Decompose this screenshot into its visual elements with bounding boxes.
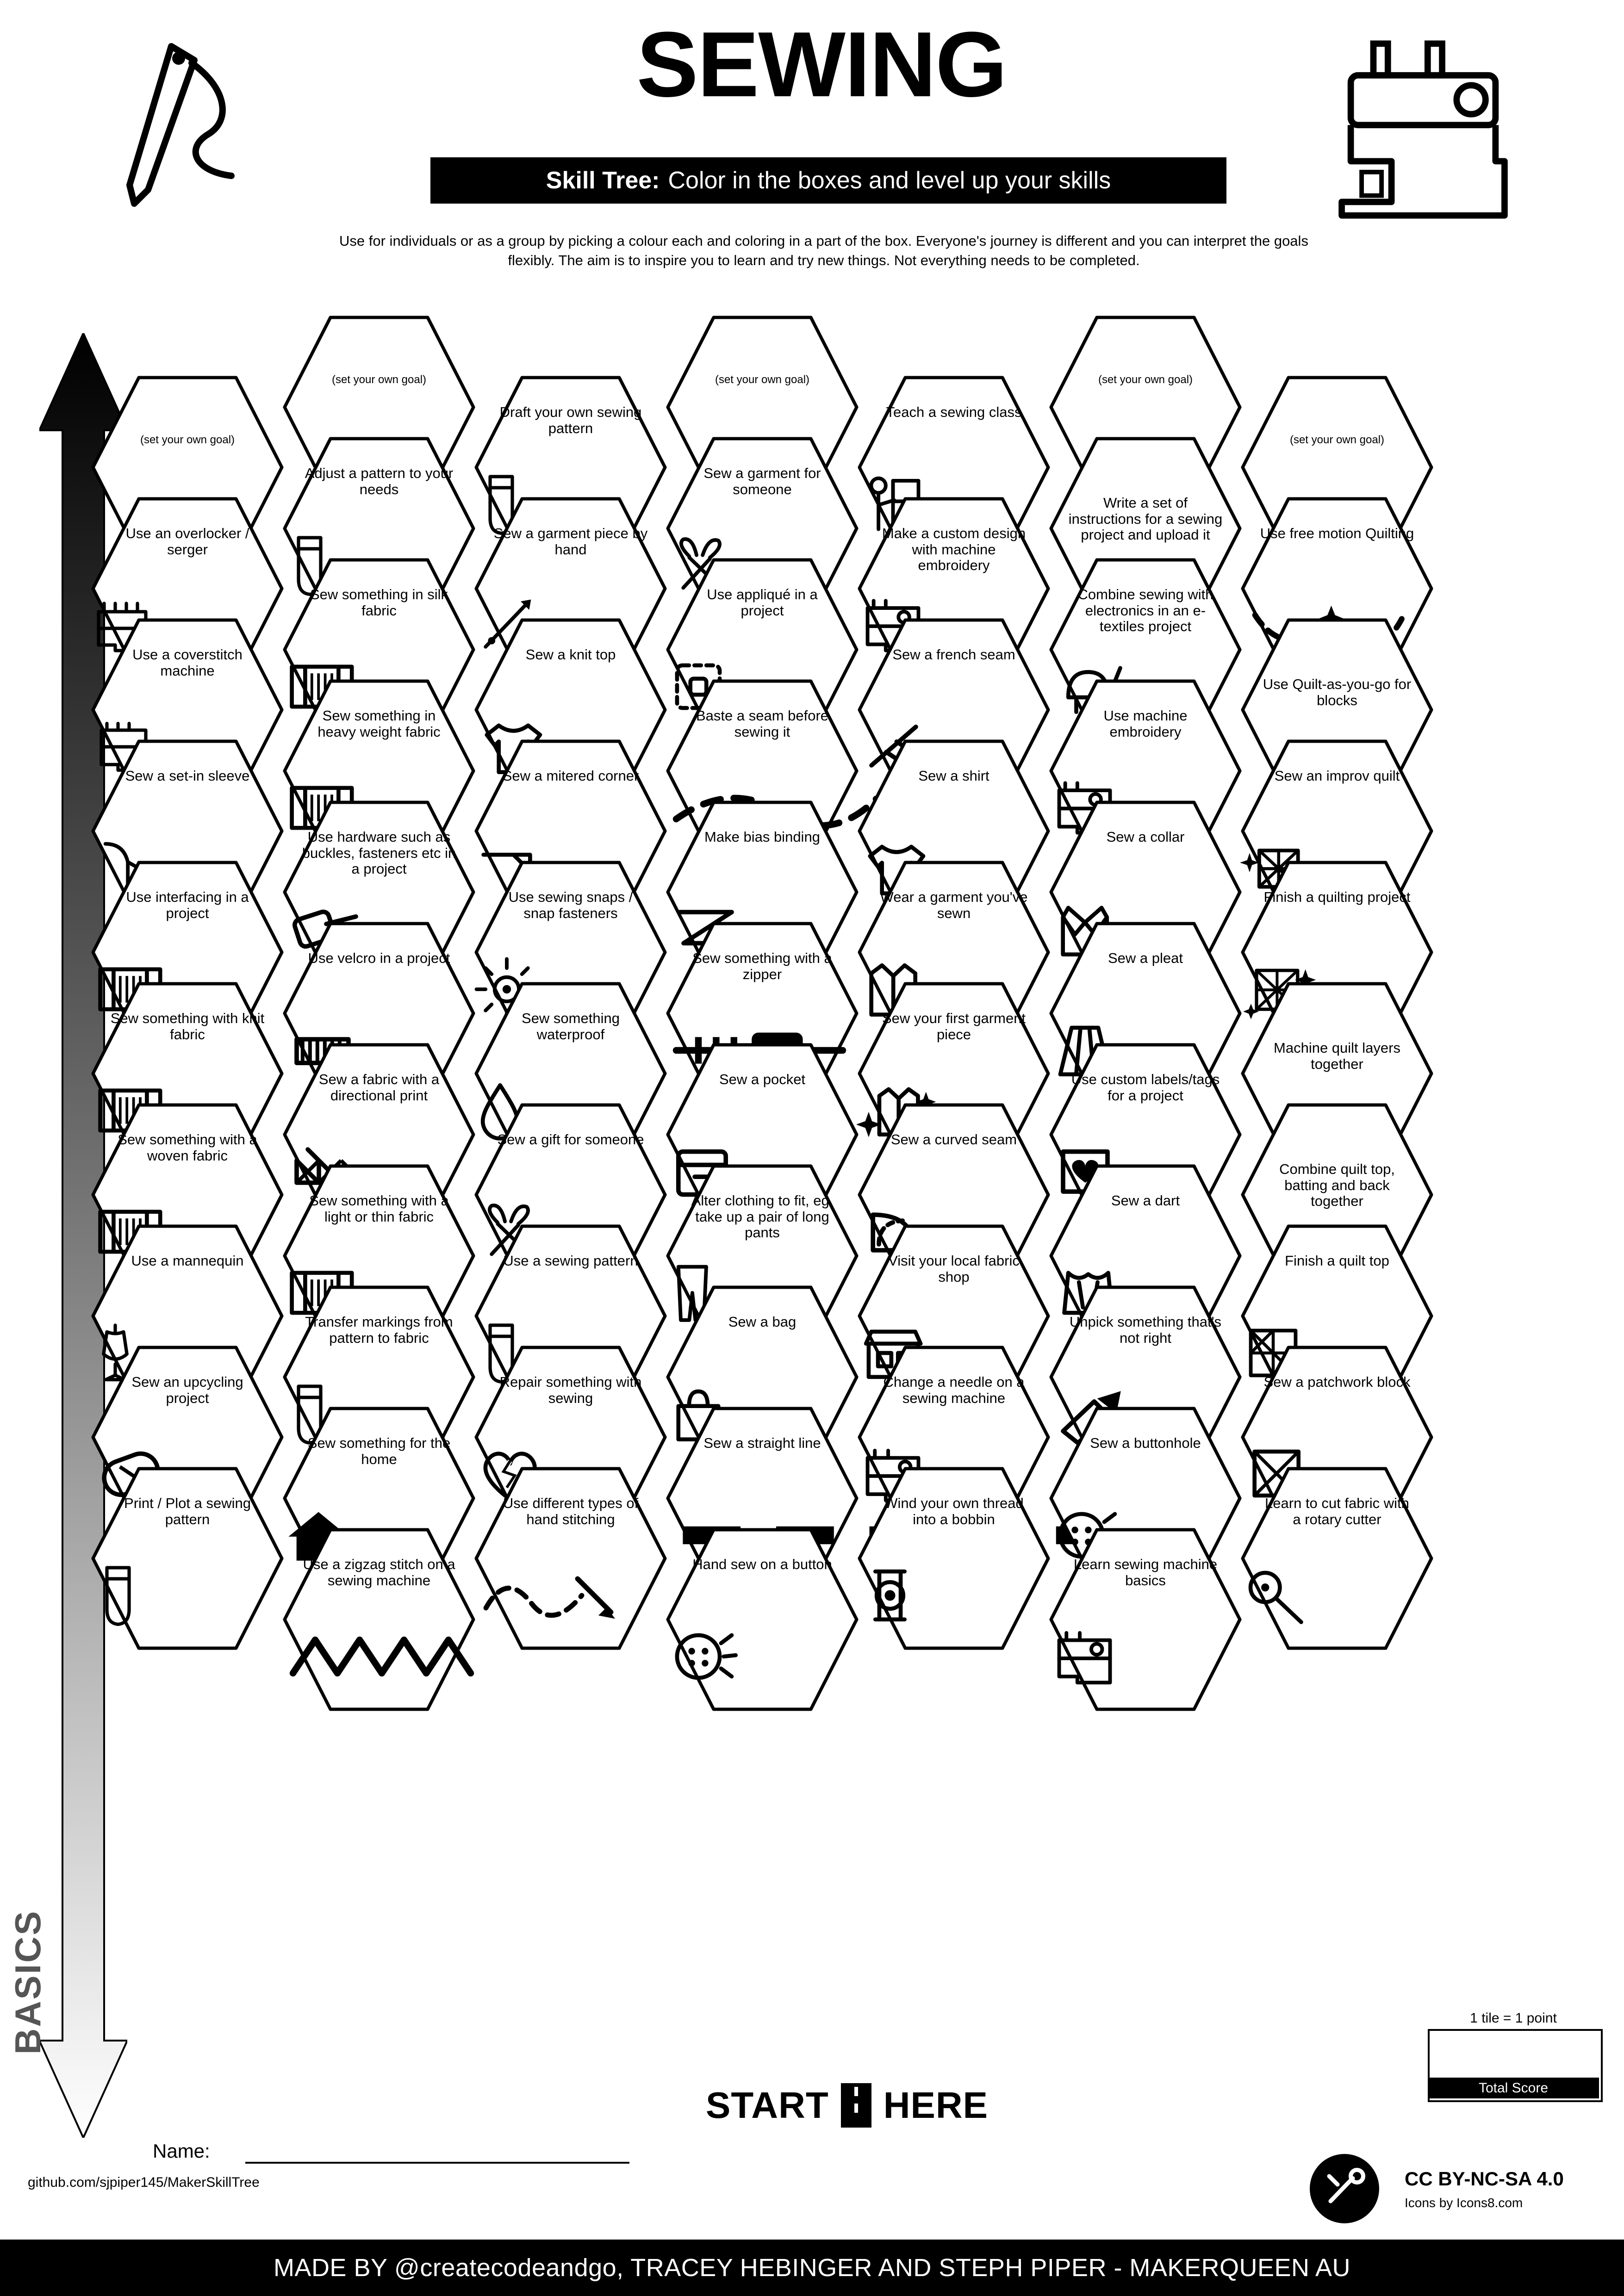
skill-tile-label: (set your own goal)	[1098, 373, 1193, 386]
skill-tile-label: Machine quilt layers together	[1274, 1040, 1400, 1072]
skill-tile[interactable]	[473, 1466, 668, 1651]
bobbin-icon	[857, 1562, 1051, 1629]
skill-tile-label: Sew something in silk fabric	[310, 586, 448, 619]
icons-credit: Icons by Icons8.com	[1405, 2196, 1523, 2210]
skill-tile-label: Sew something with knit fabric	[110, 1010, 265, 1043]
skill-tile-label: Sew a knit top	[525, 646, 616, 663]
credit-bar: MADE BY @createcodeandgo, TRACEY HEBINGER AND STEPH PIPER - MAKERQUEEN AU	[0, 2240, 1624, 2296]
skill-tile-label: (set your own goal)	[140, 434, 235, 446]
skill-tile[interactable]	[90, 1466, 285, 1651]
skill-tile-label: Unpick something that's not right	[1069, 1314, 1222, 1346]
skill-tile-label: (set your own goal)	[715, 373, 810, 386]
skill-tile-label: Sew an upcycling project	[131, 1374, 243, 1406]
skill-tile-label: Transfer markings from pattern to fabric	[305, 1314, 453, 1346]
skill-tile-label: Make a custom design with machine embroidery	[882, 525, 1026, 574]
start-here-marker	[662, 2080, 1032, 2131]
skill-tile-label: Use different types of hand stitching	[503, 1495, 639, 1527]
skill-tile-label: Sew a gift for someone	[497, 1131, 644, 1148]
skill-tile-label: Sew a pocket	[719, 1071, 806, 1087]
total-score-label: Total Score	[1428, 2078, 1599, 2098]
button-icon	[665, 1623, 859, 1690]
axis-label-advanced: ADVANCED	[7, 175, 48, 389]
github-link[interactable]: github.com/sjpiper145/MakerSkillTree	[28, 2175, 260, 2190]
skill-tile-label: Sew a mitered corner	[502, 768, 639, 784]
skill-tile-label: Sew a dart	[1111, 1192, 1180, 1209]
skill-tile-label: Sew a french seam	[892, 646, 1015, 663]
skill-tile-label: Sew a garment piece by hand	[493, 525, 648, 558]
license-text: CC BY-NC-SA 4.0	[1405, 2168, 1564, 2190]
skill-tile-label: Sew a buttonhole	[1090, 1435, 1201, 1451]
skill-tile-label: Sew your first garment piece	[882, 1010, 1026, 1043]
axis-label-basics: BASICS	[7, 1910, 48, 2054]
skill-tile-label: Sew something with a light or thin fabric	[309, 1192, 449, 1225]
skill-tile-label: Use a zigzag stitch on a sewing machine	[303, 1556, 455, 1589]
skill-tile-label: Sew an improv quilt	[1274, 768, 1400, 784]
skill-tile-label: Use machine embroidery	[1103, 707, 1188, 740]
zigzag-icon	[282, 1623, 476, 1690]
skill-tile[interactable]	[1240, 1466, 1434, 1651]
maker-badge-icon	[1310, 2154, 1379, 2223]
skill-tile-label: Sew a garment for someone	[703, 465, 821, 497]
intro-blurb: Use for individuals or as a group by picking a colour each and coloring in a part of the box. Everyone's journey is different and you can interpret the goals flexibly. The aim is to inspire you to learn and try new things. Not everything needs to be completed.	[339, 233, 1308, 268]
skill-tile-label: Use sewing snaps / snap fasteners	[508, 889, 633, 921]
skill-tile-label: Hand sew on a button	[692, 1556, 832, 1572]
skill-tile-label: Use custom labels/tags for a project	[1071, 1071, 1220, 1104]
skill-tile-label: Sew a curved seam	[890, 1131, 1017, 1148]
subtitle-lead: Skill Tree:	[546, 167, 660, 194]
page-title: SEWING	[636, 13, 1007, 116]
skill-tile-label: Combine quilt top, batting and back together	[1279, 1161, 1395, 1210]
skill-tile-label: Sew a fabric with a directional print	[318, 1071, 440, 1104]
skill-tile-label: (set your own goal)	[1289, 434, 1385, 446]
name-label: Name:	[153, 2140, 210, 2162]
skill-tile-label: Write a set of instructions for a sewing project and upload it	[1068, 495, 1223, 543]
skill-tile-label: Learn to cut fabric with a rotary cutter	[1265, 1495, 1409, 1527]
skill-tile-label: Sew something for the home	[307, 1435, 451, 1467]
skill-tile-label: Finish a quilting project	[1263, 889, 1411, 905]
skill-tile-label: Use hardware such as buckles, fasteners etc in a project	[302, 829, 456, 877]
skill-tile-label: Teach a sewing class	[886, 404, 1022, 420]
skill-tile-label: Adjust a pattern to your needs	[305, 465, 454, 497]
skill-tile-label: Sew something waterproof	[522, 1010, 620, 1043]
skill-tile-label: Use free motion Quilting	[1260, 525, 1414, 541]
skill-tile-label: Sew a shirt	[918, 768, 989, 784]
skill-tile-label: (set your own goal)	[331, 373, 427, 386]
score-caption: 1 tile = 1 point	[1470, 2011, 1557, 2026]
skill-tile-label: Use appliqué in a project	[707, 586, 818, 619]
skill-tile-label: Sew a set-in sleeve	[125, 768, 250, 784]
skill-tile-label: Use a coverstitch machine	[132, 646, 243, 679]
skill-tile-label: Change a needle on a sewing machine	[883, 1374, 1025, 1406]
skill-tile-label: Sew a patchwork block	[1263, 1374, 1411, 1390]
rotary-cutter-icon	[1240, 1562, 1434, 1629]
skill-tile-label: Sew a straight line	[703, 1435, 821, 1451]
subtitle-rest: Color in the boxes and level up your skills	[668, 167, 1111, 194]
skill-tile-label: Use Quilt-as-you-go for blocks	[1263, 676, 1412, 708]
skill-tile-label: Baste a seam before sewing it	[696, 707, 829, 740]
skill-tile-label: Wear a garment you've sewn	[880, 889, 1028, 921]
skill-tile-label: Draft your own sewing pattern	[499, 404, 642, 436]
skill-tile[interactable]	[1048, 1527, 1243, 1712]
skill-tile-label: Repair something with sewing	[499, 1374, 642, 1406]
pattern-piece-icon	[90, 1562, 285, 1629]
road-icon	[841, 2083, 871, 2128]
skill-tile-label: Use interfacing in a project	[126, 889, 249, 921]
skill-tile-label: Finish a quilt top	[1285, 1253, 1389, 1269]
skill-tile[interactable]	[665, 1527, 859, 1712]
skill-tile-label: Use velcro in a project	[308, 950, 450, 966]
skill-tile-label: Sew something with a woven fabric	[118, 1131, 257, 1164]
skill-tile-label: Alter clothing to fit, eg. take up a pair of long pants	[691, 1192, 834, 1241]
sewing-machine-icon	[1048, 1623, 1243, 1690]
skill-tile-label: Use a sewing pattern	[503, 1253, 638, 1269]
here-label: HERE	[883, 2085, 988, 2126]
skill-tile-label: Visit your local fabric shop	[888, 1253, 1020, 1285]
hand-stitch-icon	[473, 1562, 668, 1629]
skill-tile-label: Use an overlocker / serger	[125, 525, 249, 558]
name-input-line[interactable]	[245, 2162, 629, 2164]
skill-tile-label: Print / Plot a sewing pattern	[124, 1495, 251, 1527]
start-label: START	[706, 2085, 829, 2126]
skill-tile-label: Sew something in heavy weight fabric	[317, 707, 441, 740]
skill-tile-label: Sew something with a zipper	[692, 950, 832, 982]
skill-tile-label: Use a mannequin	[131, 1253, 244, 1269]
skill-tile-label: Wind your own thread into a bobbin	[884, 1495, 1024, 1527]
skill-tile-label: Make bias binding	[704, 829, 820, 845]
skill-tile[interactable]	[282, 1527, 476, 1712]
skill-tile-label: Combine sewing with electronics in an e-textiles project	[1077, 586, 1213, 635]
skill-tile-label: Sew a bag	[728, 1314, 796, 1330]
skill-tile-label: Learn sewing machine basics	[1073, 1556, 1218, 1589]
skill-tile-label: Sew a collar	[1106, 829, 1185, 845]
skill-tile-label: Sew a pleat	[1108, 950, 1183, 966]
skill-tile[interactable]	[857, 1466, 1051, 1651]
